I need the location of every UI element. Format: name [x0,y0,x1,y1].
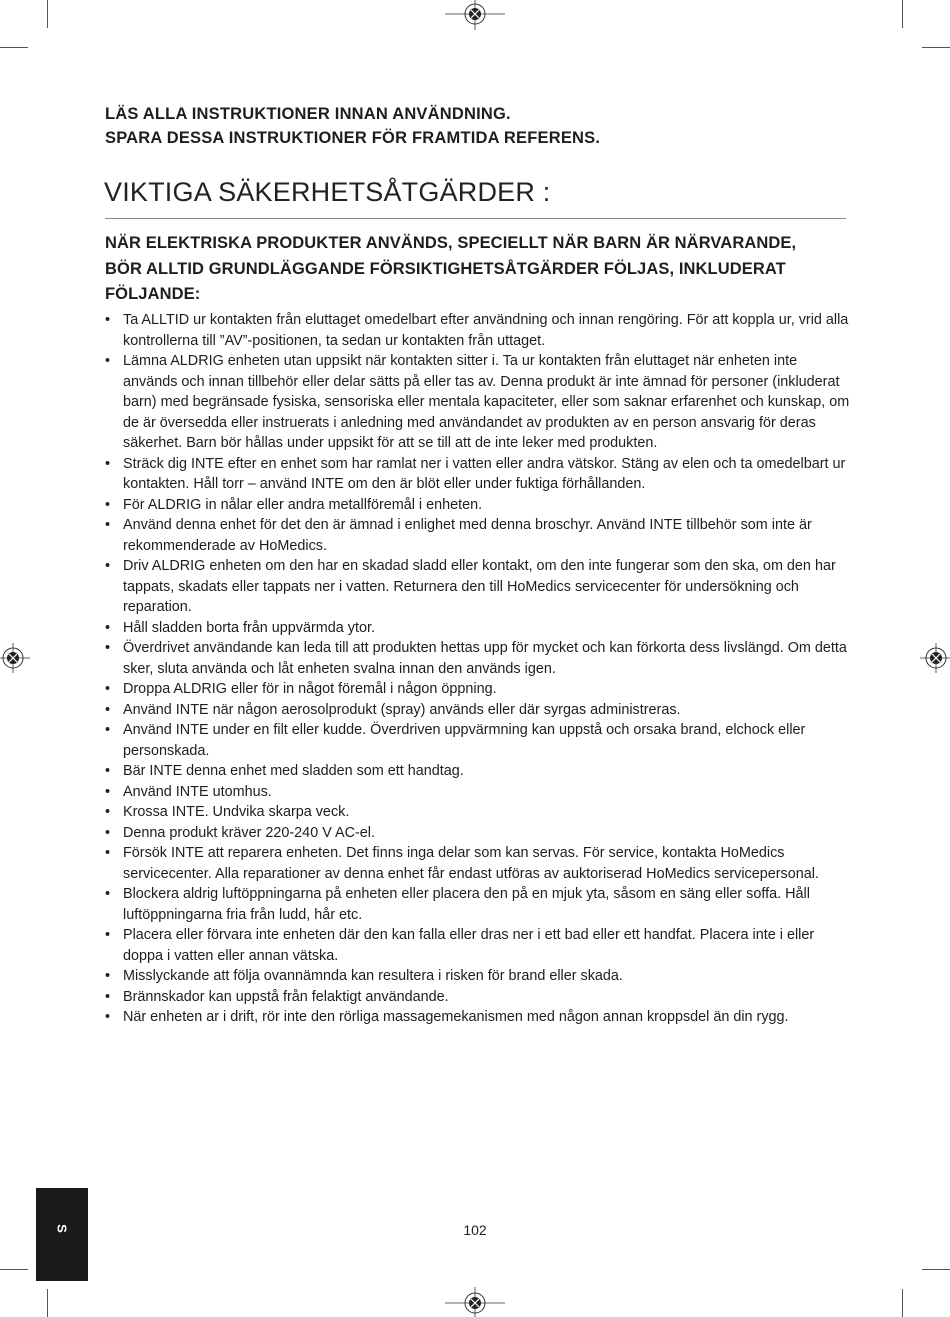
registration-target-icon [445,1287,505,1317]
list-item [105,720,850,761]
list-item [105,700,850,721]
section-subheading [105,231,850,308]
crop-mark [0,1269,28,1270]
bullet-icon: • [105,681,111,697]
subheading-line: BÖR ALLTID GRUNDLÄGGANDE FÖRSIKTIGHETSÅTGÄRDER FÖLJAS, INKLUDERAT [105,259,786,278]
bullet-icon: • [105,701,111,718]
list-item [105,454,850,495]
list-item-text: Använd INTE när någon aerosolprodukt (spray) används eller där syrgas administreras. [123,701,681,718]
crop-mark [902,1289,903,1317]
list-item-text: Använd denna enhet för det den är ämnad i enlighet med denna broschyr. Använd INTE tillbehör som inte är rekommenderade av HoMedics. [123,517,812,554]
list-item [105,1007,850,1028]
list-item [105,823,850,844]
bullet-icon: • [105,988,111,1005]
bullet-icon: • [105,517,111,533]
list-item [105,843,850,884]
bullet-icon: • [105,455,111,472]
bullet-icon: • [105,558,111,574]
registration-target-icon [920,643,950,673]
bullet-icon: • [105,353,111,369]
bullet-icon: • [105,619,111,636]
list-item [105,618,850,639]
list-item [105,802,850,823]
subheading-line: FÖLJANDE: [105,285,201,303]
list-item-text: Krossa INTE. Undvika skarpa veck. [123,804,350,820]
language-tab [36,1188,88,1281]
crop-mark [0,47,28,48]
list-item [105,556,850,618]
list-item [105,495,850,516]
bullet-icon: • [105,763,111,779]
page-number: 102 [463,1222,487,1238]
list-item-text: Brännskador kan uppstå från felaktigt användande. [123,988,449,1005]
list-item-text: Denna produkt kräver 220-240 V AC-el. [123,824,375,841]
bullet-icon: • [105,804,111,820]
language-tab-label: S [54,1224,70,1233]
bullet-icon: • [105,845,111,861]
bullet-icon: • [105,927,111,943]
page-title: VIKTIGA SÄKERHETSÅTGÄRDER : [104,177,551,207]
list-item [105,679,850,700]
list-item-text: Försök INTE att reparera enheten. Det finns inga delar som kan servas. För service, kontakta HoMedics servicecenter. Alla reparationer av denna enhet får endast utföras av auktoriserad HoMedics servicepersonal. [123,845,819,882]
list-item [105,925,850,966]
list-item-text: När enheten ar i drift, rör inte den rörliga massagemekanismen med någon annan kroppsdel än din rygg. [123,1009,789,1025]
crop-mark [47,0,48,28]
instruction-notice [105,102,825,150]
list-item-text: Använd INTE under en filt eller kudde. Överdriven uppvärmning kan uppstå och orsaka brand, elchock eller personskada. [123,722,806,759]
list-item-text: För ALDRIG in nålar eller andra metallföremål i enheten. [123,496,483,513]
registration-target-icon [445,0,505,30]
list-item [105,515,850,556]
list-item-text: Håll sladden borta från uppvärmda ytor. [123,619,375,636]
bullet-icon: • [105,312,111,328]
list-item [105,761,850,782]
crop-mark [47,1289,48,1317]
notice-line: SPARA DESSA INSTRUKTIONER FÖR FRAMTIDA REFERENS. [105,129,601,147]
list-item-text: Lämna ALDRIG enheten utan uppsikt när kontakten sitter i. Ta ur kontakten från eluttaget när enheten inte används och innan tillbehör eller delar sätts på eller tas av. Denna produkt är inte ämnad för personer (inkluderat barn) med begränsade fysiska, sensoriska eller mentala kapaciteter, eller som saknar erfarenhet och kunskap, om de är översedda eller instruerats i anledning med användandet av produkten av en person ansvarig för deras säkerhet. Barn bör hållas under uppsikt för att se till att de inte leker med produkten. [123,353,850,451]
list-item-text: Ta ALLTID ur kontakten från eluttaget omedelbart efter användning och innan rengöring. För att koppla ur, vrid alla kontrollerna till ”AV”-positionen, ta sedan ur kontakten från uttaget. [123,312,849,349]
list-item-text: Droppa ALDRIG eller för in något föremål i någon öppning. [123,681,497,697]
bullet-icon: • [105,783,111,800]
bullet-icon: • [105,496,111,513]
list-item-text: Överdrivet användande kan leda till att produkten hettas upp för mycket och kan förkorta dess livslängd. Om detta sker, sluta använda och låt enheten svalna innan den används igen. [123,640,847,677]
crop-mark [922,47,950,48]
list-item [105,884,850,925]
bullet-icon: • [105,1009,111,1025]
list-item [105,351,850,454]
list-item-text: Blockera aldrig luftöppningarna på enheten eller placera den på en mjuk yta, såsom en säng eller soffa. Håll luftöppningarna fria från ludd, hår etc. [123,886,810,923]
bullet-icon: • [105,824,111,841]
crop-mark [902,0,903,28]
list-item-text: Misslyckande att följa ovannämnda kan resultera i risken för brand eller skada. [123,968,623,984]
list-item [105,310,850,351]
list-item-text: Driv ALDRIG enheten om den har en skadad sladd eller kontakt, om den inte fungerar som den ska, om den har tappats, skadats eller tappats ner i vatten. Returnera den till HoMedics servicecenter för undersökning och reparation. [123,558,836,615]
list-item-text: Placera eller förvara inte enheten där den kan falla eller dras ner i ett bad eller ett handfat. Placera inte i eller doppa i vatten eller annan vätska. [123,927,815,964]
list-item [105,782,850,803]
bullet-icon: • [105,968,111,984]
list-item-text: Bär INTE denna enhet med sladden som ett handtag. [123,763,464,779]
list-item [105,638,850,679]
notice-line: LÄS ALLA INSTRUKTIONER INNAN ANVÄNDNING. [105,105,511,123]
registration-target-icon [0,643,30,673]
list-item-text: Sträck dig INTE efter en enhet som har ramlat ner i vatten eller andra vätskor. Stäng av elen och ta omedelbart ur kontakten. Håll torr – använd INTE om den är blöt eller under fuktiga förhållanden. [123,455,846,492]
title-divider [105,218,846,219]
crop-mark [922,1269,950,1270]
subheading-line: NÄR ELEKTRISKA PRODUKTER ANVÄNDS, SPECIELLT NÄR BARN ÄR NÄRVARANDE, [105,234,797,252]
safety-instructions-list [105,310,850,1028]
list-item [105,987,850,1008]
list-item-text: Använd INTE utomhus. [123,783,272,800]
bullet-icon: • [105,640,111,656]
bullet-icon: • [105,722,111,738]
bullet-icon: • [105,886,111,902]
list-item [105,966,850,987]
